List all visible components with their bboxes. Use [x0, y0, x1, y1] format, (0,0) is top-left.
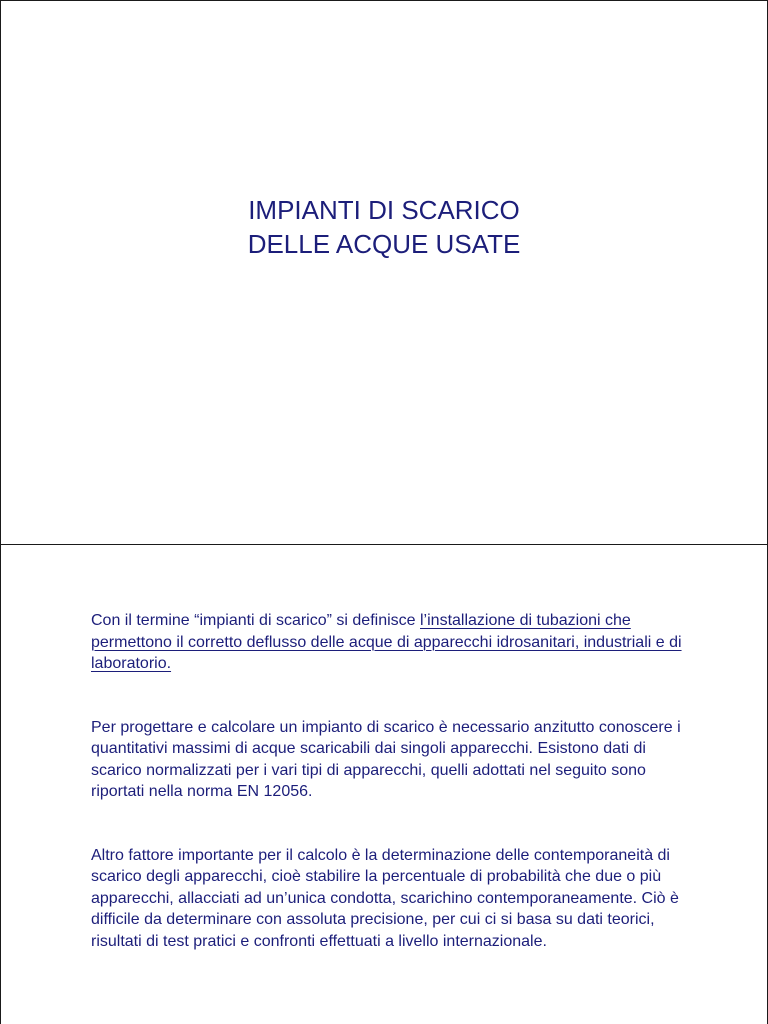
paragraph-definition [91, 610, 691, 675]
slide-title [1, 193, 767, 261]
slide-title-line-1: IMPIANTI DI SCARICO [248, 195, 520, 225]
content-slide [0, 544, 768, 1024]
slide-title-line-2: DELLE ACQUE USATE [247, 229, 521, 259]
slide-body [91, 610, 691, 952]
paragraph-simultaneity: Altro fattore importante per il calcolo è la determinazione delle contemporaneità di scarico degli apparecchi, cioè stabilire la percentuale di probabilità che due o più apparecchi, allacciati ad un’unica condotta, scarichino contemporaneamente. Ciò è difficile da determinare con assoluta precisione, per cui ci si basa su dati teorici, risultati di test pratici e confronti effettuati a livello internazionale. [91, 846, 679, 950]
paragraph-definition-underlined: l’installazione di tubazioni che permettono il corretto deflusso delle acque di apparecchi idrosanitari, industriali e di laboratorio. [91, 612, 682, 672]
paragraph-definition-intro: Con il termine “impianti di scarico” si definisce [91, 612, 420, 629]
paragraph-design: Per progettare e calcolare un impianto di scarico è necessario anzitutto conoscere i quantitativi massimi di acque scaricabili dai singoli apparecchi. Esistono dati di scarico normalizzati per i vari tipi di apparecchi, quelli adottati nel seguito sono riportati nella norma EN 12056. [91, 718, 681, 800]
